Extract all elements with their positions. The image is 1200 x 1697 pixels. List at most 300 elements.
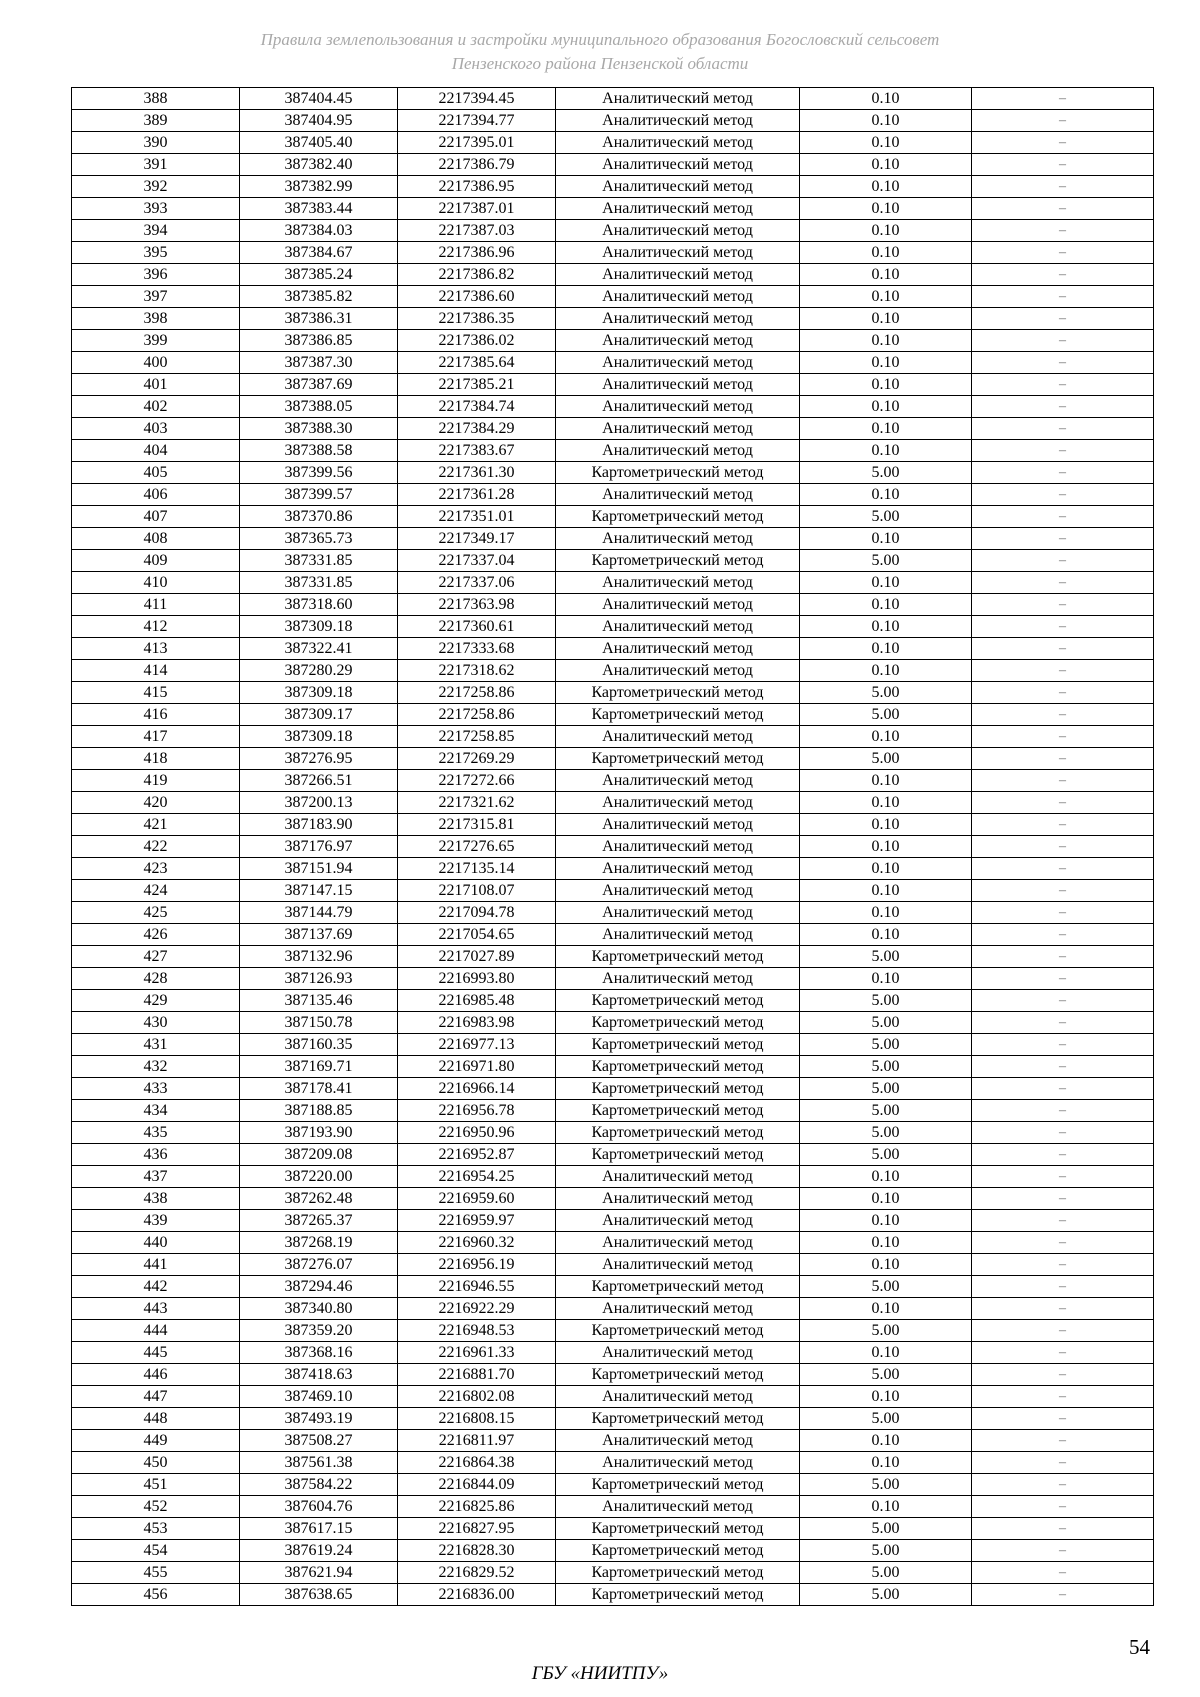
point-number-cell: 404 [72,440,240,462]
y-coordinate-cell: 2217094.78 [398,902,556,924]
y-coordinate-cell: 2217258.86 [398,704,556,726]
table-row [72,1474,1154,1496]
table-row [72,1144,1154,1166]
table-row [72,396,1154,418]
point-number-cell: 408 [72,528,240,550]
point-number-cell: 453 [72,1518,240,1540]
table-row [72,1034,1154,1056]
method-cell: Аналитический метод [556,1254,800,1276]
note-cell: – [972,1122,1154,1144]
method-cell: Картометрический метод [556,946,800,968]
page-header [0,28,1200,76]
note-cell: – [972,88,1154,110]
table-row [72,660,1154,682]
point-number-cell: 403 [72,418,240,440]
note-cell: – [972,836,1154,858]
method-cell: Аналитический метод [556,572,800,594]
point-number-cell: 399 [72,330,240,352]
y-coordinate-cell: 2217395.01 [398,132,556,154]
point-number-cell: 440 [72,1232,240,1254]
point-number-cell: 434 [72,1100,240,1122]
method-cell: Аналитический метод [556,242,800,264]
method-cell: Аналитический метод [556,924,800,946]
point-number-cell: 444 [72,1320,240,1342]
x-coordinate-cell: 387276.95 [240,748,398,770]
table-row [72,682,1154,704]
point-number-cell: 448 [72,1408,240,1430]
method-cell: Аналитический метод [556,616,800,638]
method-cell: Аналитический метод [556,352,800,374]
point-number-cell: 394 [72,220,240,242]
accuracy-cell: 0.10 [800,594,972,616]
table-row [72,1056,1154,1078]
point-number-cell: 438 [72,1188,240,1210]
note-cell: – [972,374,1154,396]
accuracy-cell: 5.00 [800,1540,972,1562]
table-row [72,990,1154,1012]
accuracy-cell: 0.10 [800,264,972,286]
accuracy-cell: 0.10 [800,770,972,792]
method-cell: Картометрический метод [556,1474,800,1496]
point-number-cell: 450 [72,1452,240,1474]
x-coordinate-cell: 387386.85 [240,330,398,352]
method-cell: Аналитический метод [556,1188,800,1210]
x-coordinate-cell: 387150.78 [240,1012,398,1034]
x-coordinate-cell: 387262.48 [240,1188,398,1210]
x-coordinate-cell: 387209.08 [240,1144,398,1166]
point-number-cell: 419 [72,770,240,792]
accuracy-cell: 0.10 [800,308,972,330]
x-coordinate-cell: 387200.13 [240,792,398,814]
y-coordinate-cell: 2217360.61 [398,616,556,638]
y-coordinate-cell: 2216960.32 [398,1232,556,1254]
y-coordinate-cell: 2216971.80 [398,1056,556,1078]
x-coordinate-cell: 387135.46 [240,990,398,1012]
y-coordinate-cell: 2216922.29 [398,1298,556,1320]
y-coordinate-cell: 2216844.09 [398,1474,556,1496]
note-cell: – [972,1144,1154,1166]
table-row [72,440,1154,462]
table-row [72,242,1154,264]
accuracy-cell: 0.10 [800,1210,972,1232]
y-coordinate-cell: 2217386.60 [398,286,556,308]
y-coordinate-cell: 2217318.62 [398,660,556,682]
x-coordinate-cell: 387144.79 [240,902,398,924]
y-coordinate-cell: 2216961.33 [398,1342,556,1364]
y-coordinate-cell: 2217351.01 [398,506,556,528]
table-row [72,1122,1154,1144]
point-number-cell: 405 [72,462,240,484]
method-cell: Аналитический метод [556,528,800,550]
note-cell: – [972,1364,1154,1386]
coordinates-table-body [72,88,1154,1606]
table-row [72,176,1154,198]
table-row [72,506,1154,528]
y-coordinate-cell: 2217363.98 [398,594,556,616]
table-row [72,1540,1154,1562]
note-cell: – [972,1166,1154,1188]
y-coordinate-cell: 2216829.52 [398,1562,556,1584]
y-coordinate-cell: 2217361.28 [398,484,556,506]
note-cell: – [972,1100,1154,1122]
note-cell: – [972,506,1154,528]
point-number-cell: 443 [72,1298,240,1320]
y-coordinate-cell: 2216811.97 [398,1430,556,1452]
x-coordinate-cell: 387318.60 [240,594,398,616]
x-coordinate-cell: 387469.10 [240,1386,398,1408]
note-cell: – [972,616,1154,638]
x-coordinate-cell: 387388.05 [240,396,398,418]
note-cell: – [972,638,1154,660]
note-cell: – [972,220,1154,242]
accuracy-cell: 0.10 [800,1298,972,1320]
point-number-cell: 430 [72,1012,240,1034]
accuracy-cell: 0.10 [800,88,972,110]
point-number-cell: 424 [72,880,240,902]
coordinates-table [71,87,1154,1606]
method-cell: Аналитический метод [556,1232,800,1254]
accuracy-cell: 5.00 [800,682,972,704]
point-number-cell: 417 [72,726,240,748]
x-coordinate-cell: 387404.95 [240,110,398,132]
accuracy-cell: 5.00 [800,1034,972,1056]
x-coordinate-cell: 387508.27 [240,1430,398,1452]
table-row [72,484,1154,506]
point-number-cell: 393 [72,198,240,220]
note-cell: – [972,1254,1154,1276]
note-cell: – [972,572,1154,594]
x-coordinate-cell: 387294.46 [240,1276,398,1298]
x-coordinate-cell: 387322.41 [240,638,398,660]
y-coordinate-cell: 2216959.60 [398,1188,556,1210]
accuracy-cell: 5.00 [800,1474,972,1496]
x-coordinate-cell: 387265.37 [240,1210,398,1232]
x-coordinate-cell: 387399.57 [240,484,398,506]
table-row [72,1430,1154,1452]
note-cell: – [972,1298,1154,1320]
point-number-cell: 437 [72,1166,240,1188]
y-coordinate-cell: 2216836.00 [398,1584,556,1606]
point-number-cell: 395 [72,242,240,264]
y-coordinate-cell: 2216808.15 [398,1408,556,1430]
method-cell: Аналитический метод [556,330,800,352]
table-row [72,1210,1154,1232]
method-cell: Аналитический метод [556,286,800,308]
table-row [72,1078,1154,1100]
accuracy-cell: 0.10 [800,396,972,418]
accuracy-cell: 0.10 [800,880,972,902]
point-number-cell: 418 [72,748,240,770]
accuracy-cell: 5.00 [800,1584,972,1606]
table-row [72,968,1154,990]
method-cell: Аналитический метод [556,968,800,990]
x-coordinate-cell: 387340.80 [240,1298,398,1320]
accuracy-cell: 0.10 [800,330,972,352]
y-coordinate-cell: 2217315.81 [398,814,556,836]
accuracy-cell: 0.10 [800,528,972,550]
x-coordinate-cell: 387309.18 [240,726,398,748]
x-coordinate-cell: 387268.19 [240,1232,398,1254]
note-cell: – [972,110,1154,132]
table-row [72,132,1154,154]
page-header-line-2: Пензенского района Пензенской области [451,54,749,73]
accuracy-cell: 0.10 [800,110,972,132]
note-cell: – [972,528,1154,550]
note-cell: – [972,550,1154,572]
accuracy-cell: 0.10 [800,198,972,220]
x-coordinate-cell: 387193.90 [240,1122,398,1144]
y-coordinate-cell: 2216983.98 [398,1012,556,1034]
y-coordinate-cell: 2216954.25 [398,1166,556,1188]
y-coordinate-cell: 2217337.06 [398,572,556,594]
method-cell: Картометрический метод [556,1540,800,1562]
x-coordinate-cell: 387368.16 [240,1342,398,1364]
point-number-cell: 447 [72,1386,240,1408]
accuracy-cell: 0.10 [800,132,972,154]
note-cell: – [972,1584,1154,1606]
method-cell: Картометрический метод [556,1562,800,1584]
table-row [72,418,1154,440]
method-cell: Аналитический метод [556,440,800,462]
method-cell: Аналитический метод [556,902,800,924]
point-number-cell: 412 [72,616,240,638]
point-number-cell: 400 [72,352,240,374]
note-cell: – [972,748,1154,770]
method-cell: Аналитический метод [556,1342,800,1364]
accuracy-cell: 5.00 [800,748,972,770]
accuracy-cell: 0.10 [800,726,972,748]
method-cell: Аналитический метод [556,1496,800,1518]
method-cell: Аналитический метод [556,880,800,902]
point-number-cell: 388 [72,88,240,110]
method-cell: Аналитический метод [556,858,800,880]
table-row [72,902,1154,924]
point-number-cell: 436 [72,1144,240,1166]
note-cell: – [972,1430,1154,1452]
accuracy-cell: 5.00 [800,1144,972,1166]
x-coordinate-cell: 387621.94 [240,1562,398,1584]
accuracy-cell: 5.00 [800,550,972,572]
note-cell: – [972,858,1154,880]
note-cell: – [972,1386,1154,1408]
method-cell: Аналитический метод [556,638,800,660]
point-number-cell: 433 [72,1078,240,1100]
accuracy-cell: 0.10 [800,572,972,594]
y-coordinate-cell: 2217135.14 [398,858,556,880]
x-coordinate-cell: 387266.51 [240,770,398,792]
y-coordinate-cell: 2217387.03 [398,220,556,242]
point-number-cell: 411 [72,594,240,616]
point-number-cell: 406 [72,484,240,506]
accuracy-cell: 0.10 [800,1496,972,1518]
accuracy-cell: 0.10 [800,1342,972,1364]
method-cell: Аналитический метод [556,1166,800,1188]
table-row [72,1452,1154,1474]
table-row [72,1188,1154,1210]
accuracy-cell: 5.00 [800,1518,972,1540]
accuracy-cell: 0.10 [800,1254,972,1276]
note-cell: – [972,1496,1154,1518]
note-cell: – [972,176,1154,198]
point-number-cell: 392 [72,176,240,198]
method-cell: Картометрический метод [556,748,800,770]
y-coordinate-cell: 2217272.66 [398,770,556,792]
x-coordinate-cell: 387382.40 [240,154,398,176]
note-cell: – [972,1474,1154,1496]
point-number-cell: 415 [72,682,240,704]
accuracy-cell: 5.00 [800,1122,972,1144]
method-cell: Аналитический метод [556,88,800,110]
accuracy-cell: 5.00 [800,1100,972,1122]
y-coordinate-cell: 2217386.96 [398,242,556,264]
y-coordinate-cell: 2217386.95 [398,176,556,198]
table-row [72,330,1154,352]
note-cell: – [972,1078,1154,1100]
y-coordinate-cell: 2216825.86 [398,1496,556,1518]
table-row [72,1298,1154,1320]
point-number-cell: 414 [72,660,240,682]
point-number-cell: 455 [72,1562,240,1584]
accuracy-cell: 5.00 [800,1078,972,1100]
table-row [72,1254,1154,1276]
point-number-cell: 429 [72,990,240,1012]
method-cell: Картометрический метод [556,1364,800,1386]
note-cell: – [972,352,1154,374]
y-coordinate-cell: 2217108.07 [398,880,556,902]
x-coordinate-cell: 387388.58 [240,440,398,462]
point-number-cell: 439 [72,1210,240,1232]
note-cell: – [972,1320,1154,1342]
method-cell: Аналитический метод [556,264,800,286]
table-row [72,528,1154,550]
x-coordinate-cell: 387399.56 [240,462,398,484]
accuracy-cell: 5.00 [800,462,972,484]
table-row [72,836,1154,858]
x-coordinate-cell: 387382.99 [240,176,398,198]
note-cell: – [972,1210,1154,1232]
point-number-cell: 389 [72,110,240,132]
note-cell: – [972,660,1154,682]
accuracy-cell: 0.10 [800,638,972,660]
note-cell: – [972,242,1154,264]
point-number-cell: 446 [72,1364,240,1386]
x-coordinate-cell: 387160.35 [240,1034,398,1056]
x-coordinate-cell: 387276.07 [240,1254,398,1276]
note-cell: – [972,1562,1154,1584]
note-cell: – [972,968,1154,990]
method-cell: Аналитический метод [556,132,800,154]
note-cell: – [972,330,1154,352]
method-cell: Аналитический метод [556,594,800,616]
method-cell: Картометрический метод [556,1012,800,1034]
y-coordinate-cell: 2217349.17 [398,528,556,550]
y-coordinate-cell: 2217258.86 [398,682,556,704]
x-coordinate-cell: 387385.24 [240,264,398,286]
point-number-cell: 425 [72,902,240,924]
accuracy-cell: 5.00 [800,1320,972,1342]
accuracy-cell: 0.10 [800,814,972,836]
point-number-cell: 416 [72,704,240,726]
accuracy-cell: 0.10 [800,220,972,242]
y-coordinate-cell: 2217333.68 [398,638,556,660]
x-coordinate-cell: 387584.22 [240,1474,398,1496]
accuracy-cell: 0.10 [800,792,972,814]
y-coordinate-cell: 2217387.01 [398,198,556,220]
method-cell: Аналитический метод [556,176,800,198]
note-cell: – [972,308,1154,330]
point-number-cell: 441 [72,1254,240,1276]
note-cell: – [972,1056,1154,1078]
y-coordinate-cell: 2217386.79 [398,154,556,176]
method-cell: Картометрический метод [556,704,800,726]
accuracy-cell: 0.10 [800,1166,972,1188]
point-number-cell: 421 [72,814,240,836]
table-row [72,308,1154,330]
table-row [72,638,1154,660]
y-coordinate-cell: 2216956.78 [398,1100,556,1122]
y-coordinate-cell: 2217258.85 [398,726,556,748]
y-coordinate-cell: 2217384.74 [398,396,556,418]
method-cell: Аналитический метод [556,220,800,242]
point-number-cell: 402 [72,396,240,418]
method-cell: Картометрический метод [556,1122,800,1144]
method-cell: Аналитический метод [556,418,800,440]
point-number-cell: 442 [72,1276,240,1298]
x-coordinate-cell: 387183.90 [240,814,398,836]
method-cell: Картометрический метод [556,1056,800,1078]
x-coordinate-cell: 387176.97 [240,836,398,858]
accuracy-cell: 0.10 [800,1232,972,1254]
point-number-cell: 407 [72,506,240,528]
note-cell: – [972,1034,1154,1056]
method-cell: Аналитический метод [556,1298,800,1320]
x-coordinate-cell: 387638.65 [240,1584,398,1606]
method-cell: Аналитический метод [556,308,800,330]
point-number-cell: 454 [72,1540,240,1562]
note-cell: – [972,726,1154,748]
y-coordinate-cell: 2217386.02 [398,330,556,352]
note-cell: – [972,1452,1154,1474]
accuracy-cell: 5.00 [800,1276,972,1298]
x-coordinate-cell: 387331.85 [240,572,398,594]
y-coordinate-cell: 2217276.65 [398,836,556,858]
method-cell: Картометрический метод [556,506,800,528]
method-cell: Картометрический метод [556,1584,800,1606]
method-cell: Картометрический метод [556,1408,800,1430]
point-number-cell: 428 [72,968,240,990]
accuracy-cell: 5.00 [800,990,972,1012]
note-cell: – [972,770,1154,792]
x-coordinate-cell: 387178.41 [240,1078,398,1100]
point-number-cell: 420 [72,792,240,814]
method-cell: Аналитический метод [556,198,800,220]
x-coordinate-cell: 387387.69 [240,374,398,396]
method-cell: Картометрический метод [556,682,800,704]
accuracy-cell: 0.10 [800,616,972,638]
table-row [72,1232,1154,1254]
x-coordinate-cell: 387188.85 [240,1100,398,1122]
accuracy-cell: 0.10 [800,660,972,682]
y-coordinate-cell: 2217385.21 [398,374,556,396]
method-cell: Аналитический метод [556,1386,800,1408]
point-number-cell: 451 [72,1474,240,1496]
note-cell: – [972,924,1154,946]
method-cell: Картометрический метод [556,1100,800,1122]
method-cell: Аналитический метод [556,836,800,858]
method-cell: Картометрический метод [556,1144,800,1166]
y-coordinate-cell: 2217386.35 [398,308,556,330]
table-row [72,924,1154,946]
